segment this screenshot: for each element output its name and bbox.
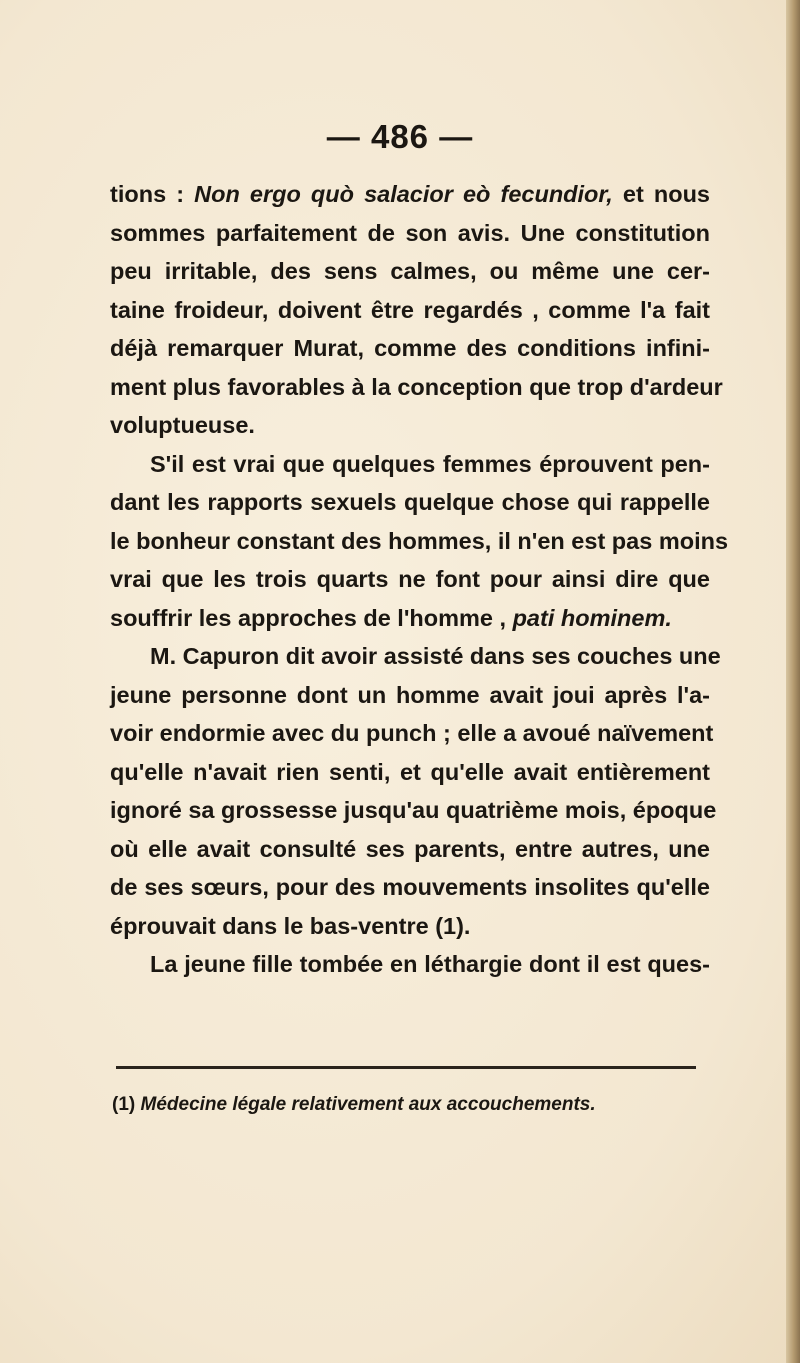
text-line-13: M. Capuron dit avoir assisté dans ses couches une [150,643,721,669]
text-line-8: S'il est vrai que quelques femmes éprouvent pen- [150,450,710,477]
footnote-marker: (1) [112,1094,141,1115]
text-line-14: jeune personne dont un homme avait joui après l'a- [110,681,710,708]
text-line-17: ignoré sa grossesse jusqu'au quatrième mois, époque [110,797,717,823]
text-line-16: qu'elle n'avait rien senti, et qu'elle avait entièrement [110,758,710,785]
text-line-15: voir endormie avec du punch ; elle a avoué naïvement [110,720,714,746]
text-line-5: déjà remarquer Murat, comme des conditions infini- [110,335,710,361]
text-line-7: voluptueuse. [110,412,255,438]
footnote-text: Médecine légale relativement aux accouchements. [140,1094,596,1115]
text-line-11: vrai que les trois quarts ne font pour ainsi dire que [110,566,710,592]
page-edge [786,0,800,1363]
text-line-6: ment plus favorables à la conception que trop d'ardeur [110,373,723,400]
text-line-20: éprouvait dans le bas-ventre (1). [110,912,471,939]
text-line-10: le bonheur constant des hommes, il n'en est pas moins [110,527,729,554]
body-text [110,175,729,984]
text-line-1: tions : Non ergo quò salacior eò fecundior, et nous [110,181,710,207]
text-line-2: sommes parfaitement de son avis. Une constitution [110,219,710,246]
text-line-12: souffrir les approches de l'homme , pati hominem. [110,604,672,631]
text-line-21: La jeune fille tombée en léthargie dont il est ques- [150,951,710,977]
page-number: — 486 — [326,118,474,155]
footnote [112,1094,712,1116]
text-line-3: peu irritable, des sens calmes, ou même une cer- [110,258,710,284]
text-line-19: de ses sœurs, pour des mouvements insolites qu'elle [110,874,710,900]
footnote-divider [116,1066,696,1069]
text-line-9: dant les rapports sexuels quelque chose qui rappelle [110,489,710,515]
text-line-18: où elle avait consulté ses parents, entre autres, une [110,835,710,862]
text-line-4: taine froideur, doivent être regardés , comme l'a fait [110,296,710,323]
